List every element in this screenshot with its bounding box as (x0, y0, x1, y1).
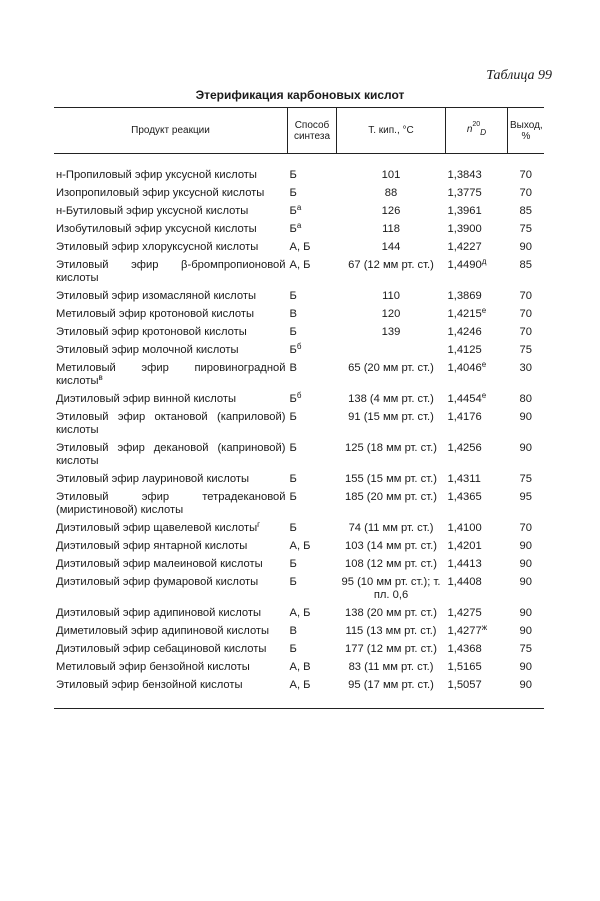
table-row (54, 360, 544, 391)
boiling-point-value: 103 (14 мм рт. ст.) (345, 540, 437, 552)
synthesis-method-value: Б (289, 522, 297, 534)
product-name-value: Этиловый эфир кротоновой кислоты (56, 326, 247, 338)
synthesis-method (288, 324, 337, 342)
yield-percent-value: 70 (519, 522, 532, 534)
yield-percent (508, 623, 545, 641)
product-name (54, 489, 288, 520)
refractive-index (446, 154, 508, 186)
boiling-point (337, 257, 446, 288)
synthesis-method (288, 440, 337, 471)
table-row (54, 623, 544, 641)
yield-percent-value: 70 (519, 169, 532, 181)
table-row (54, 391, 544, 409)
table-row (54, 520, 544, 538)
synthesis-method (288, 306, 337, 324)
refractive-index (446, 257, 508, 288)
product-name (54, 605, 288, 623)
synthesis-method (288, 409, 337, 440)
boiling-point (337, 185, 446, 203)
synthesis-method (288, 360, 337, 391)
product-name (54, 440, 288, 471)
product-name-value: Этиловый эфир молочной кислоты (56, 344, 239, 356)
synthesis-method (288, 605, 337, 623)
yield-percent-value: 70 (519, 187, 532, 199)
table-row (54, 677, 544, 709)
synthesis-method (288, 221, 337, 239)
synthesis-method-value: А, Б (289, 540, 311, 552)
boiling-point-value: 67 (12 мм рт. ст.) (348, 259, 434, 271)
synthesis-method (288, 203, 337, 221)
boiling-point (337, 324, 446, 342)
product-name (54, 360, 288, 391)
yield-percent (508, 659, 545, 677)
yield-percent-value: 90 (519, 241, 532, 253)
table-header-row (54, 108, 544, 154)
boiling-point (337, 440, 446, 471)
product-name (54, 324, 288, 342)
boiling-point-value: 138 (20 мм рт. ст.) (345, 607, 437, 619)
yield-percent (508, 288, 545, 306)
product-name (54, 288, 288, 306)
yield-percent-value: 90 (519, 661, 532, 673)
product-name-value: Этиловый эфир октановой (каприловой) кислоты (56, 411, 286, 436)
product-name (54, 677, 288, 709)
product-name (54, 154, 288, 186)
ri-symbol: n (466, 123, 473, 135)
yield-percent (508, 641, 545, 659)
refractive-index (446, 239, 508, 257)
synthesis-method (288, 471, 337, 489)
method-footnote: а (296, 221, 302, 230)
yield-percent-value: 85 (519, 205, 532, 217)
yield-percent (508, 538, 545, 556)
product-name-value: Этиловый эфир декановой (каприновой) кислоты (56, 442, 286, 467)
refractive-index-value: 1,4413 (447, 558, 482, 570)
synthesis-method-value: Б (289, 442, 297, 454)
product-name (54, 520, 288, 538)
synthesis-method-value: Б (289, 643, 297, 655)
boiling-point-value: 110 (382, 290, 400, 302)
product-name-value: Этиловый эфир бензойной кислоты (56, 679, 243, 691)
boiling-point (337, 154, 446, 186)
synthesis-method (288, 489, 337, 520)
boiling-point (337, 538, 446, 556)
boiling-point (337, 306, 446, 324)
refractive-index-value: 1,4490 (447, 259, 482, 271)
synthesis-method (288, 154, 337, 186)
header-product: Продукт реакции (54, 108, 288, 154)
boiling-point-value: 138 (4 мм рт. ст.) (348, 393, 434, 405)
table-row (54, 471, 544, 489)
refractive-index-value: 1,4046 (447, 362, 482, 374)
yield-percent-value: 75 (519, 344, 532, 356)
table-row (54, 342, 544, 360)
refractive-index (446, 623, 508, 641)
yield-percent (508, 556, 545, 574)
refractive-index (446, 221, 508, 239)
table-row (54, 641, 544, 659)
header-yield: Выход, % (508, 108, 545, 154)
refractive-index-value: 1,4365 (447, 491, 482, 503)
yield-percent-value: 75 (519, 643, 532, 655)
boiling-point (337, 659, 446, 677)
synthesis-method-value: Б (289, 473, 297, 485)
table-caption: Этерификация карбоновых кислот (195, 88, 405, 102)
refractive-index (446, 409, 508, 440)
table-body (54, 154, 544, 709)
boiling-point-value: 185 (20 мм рт. ст.) (345, 491, 437, 503)
boiling-point (337, 641, 446, 659)
refractive-index (446, 641, 508, 659)
refractive-index (446, 440, 508, 471)
product-name-value: н-Пропиловый эфир уксусной кислоты (56, 169, 257, 181)
boiling-point (337, 677, 446, 709)
yield-percent (508, 574, 545, 605)
boiling-point-value: 177 (12 мм рт. ст.) (345, 643, 437, 655)
ri-footnote: е (481, 306, 487, 315)
table-row (54, 605, 544, 623)
ri-footnote: е (481, 360, 487, 369)
yield-percent (508, 471, 545, 489)
yield-percent (508, 342, 545, 360)
ri-subscript: D (480, 126, 487, 137)
refractive-index-value: 1,4100 (447, 522, 482, 534)
yield-percent (508, 154, 545, 186)
refractive-index (446, 324, 508, 342)
refractive-index (446, 659, 508, 677)
synthesis-method (288, 520, 337, 538)
yield-percent-value: 70 (519, 326, 532, 338)
yield-percent-value: 95 (519, 491, 532, 503)
table-row (54, 221, 544, 239)
product-name-value: н-Бутиловый эфир уксусной кислоты (56, 205, 249, 217)
yield-percent (508, 324, 545, 342)
synthesis-method-value: Б (289, 411, 297, 423)
refractive-index-value: 1,4275 (447, 607, 482, 619)
refractive-index (446, 203, 508, 221)
boiling-point-value: 120 (381, 308, 401, 320)
boiling-point (337, 605, 446, 623)
method-footnote: б (296, 342, 302, 351)
refractive-index (446, 360, 508, 391)
boiling-point-value: 144 (381, 241, 401, 253)
synthesis-method (288, 538, 337, 556)
product-name (54, 641, 288, 659)
yield-percent-value: 90 (519, 607, 532, 619)
synthesis-method-value: А, В (289, 661, 311, 673)
refractive-index (446, 306, 508, 324)
synthesis-method (288, 185, 337, 203)
refractive-index-value: 1,4368 (447, 643, 482, 655)
boiling-point (337, 556, 446, 574)
synthesis-method-value: Б (289, 491, 297, 503)
refractive-index (446, 520, 508, 538)
refractive-index-value: 1,4408 (447, 576, 482, 588)
table-row (54, 306, 544, 324)
product-name (54, 185, 288, 203)
refractive-index (446, 677, 508, 709)
boiling-point-value: 125 (18 мм рт. ст.) (345, 442, 437, 454)
product-name-value: Этиловый эфир хлоруксусной кислоты (56, 241, 259, 253)
product-name (54, 659, 288, 677)
boiling-point (337, 623, 446, 641)
synthesis-method-value: А, Б (289, 259, 311, 271)
yield-percent (508, 239, 545, 257)
table-row (54, 288, 544, 306)
yield-percent-value: 90 (519, 540, 532, 552)
synthesis-method-value: А, Б (289, 607, 311, 619)
synthesis-method-value: Б (289, 326, 297, 338)
synthesis-method (288, 574, 337, 605)
table-row (54, 409, 544, 440)
synthesis-method-value: В (289, 625, 297, 637)
yield-percent (508, 306, 545, 324)
boiling-point-value: 95 (10 мм рт. ст.); т. пл. 0,6 (341, 576, 441, 601)
product-footnote: г (257, 520, 261, 529)
product-name-value: Диэтиловый эфир янтарной кислоты (56, 540, 248, 552)
product-name-value: Этиловый эфир тетрадекановой (миристиновой) кислоты (56, 491, 286, 516)
product-name-value: Изобутиловый эфир уксусной кислоты (56, 223, 257, 235)
synthesis-method (288, 641, 337, 659)
yield-percent-value: 75 (519, 473, 532, 485)
header-method: Способ синтеза (288, 108, 337, 154)
yield-percent (508, 203, 545, 221)
yield-percent (508, 257, 545, 288)
refractive-index-value: 1,5057 (447, 679, 482, 691)
boiling-point (337, 221, 446, 239)
boiling-point-value: 65 (20 мм рт. ст.) (348, 362, 434, 374)
boiling-point-value: 88 (384, 187, 398, 199)
table-row (54, 440, 544, 471)
header-boiling-point: Т. кип., °С (337, 108, 446, 154)
refractive-index-value: 1,4176 (447, 411, 482, 423)
boiling-point (337, 342, 446, 360)
table-number: Таблица 99 (486, 68, 552, 83)
yield-percent (508, 520, 545, 538)
synthesis-method (288, 677, 337, 709)
yield-percent (508, 185, 545, 203)
synthesis-method (288, 239, 337, 257)
boiling-point (337, 520, 446, 538)
refractive-index-value: 1,4246 (447, 326, 482, 338)
yield-percent-value: 70 (519, 290, 532, 302)
refractive-index (446, 574, 508, 605)
synthesis-method-value: В (289, 308, 297, 320)
yield-percent-value: 75 (519, 223, 532, 235)
product-name-value: Диметиловый эфир адипиновой кислоты (56, 625, 270, 637)
synthesis-method (288, 391, 337, 409)
table-row (54, 538, 544, 556)
synthesis-method (288, 257, 337, 288)
synthesis-method (288, 623, 337, 641)
refractive-index-value: 1,4201 (447, 540, 482, 552)
product-name (54, 203, 288, 221)
product-name-value: Диэтиловый эфир малеиновой кислоты (56, 558, 263, 570)
product-footnote: в (98, 373, 103, 382)
synthesis-method (288, 556, 337, 574)
boiling-point (337, 574, 446, 605)
yield-percent-value: 90 (519, 411, 532, 423)
boiling-point (337, 203, 446, 221)
synthesis-method-value: Б (289, 290, 297, 302)
yield-percent-value: 90 (519, 625, 532, 637)
synthesis-method (288, 342, 337, 360)
boiling-point (337, 409, 446, 440)
synthesis-method-value: Б (289, 576, 297, 588)
boiling-point-value: 155 (15 мм рт. ст.) (345, 473, 437, 485)
refractive-index-value: 1,4227 (447, 241, 482, 253)
product-name (54, 239, 288, 257)
synthesis-method-value: Б (289, 169, 297, 181)
boiling-point (337, 239, 446, 257)
refractive-index (446, 185, 508, 203)
boiling-point-value: 115 (13 мм рт. ст.) (345, 625, 437, 637)
yield-percent-value: 90 (519, 576, 532, 588)
refractive-index-value: 1,3900 (447, 223, 482, 235)
table-row (54, 489, 544, 520)
table-row (54, 239, 544, 257)
yield-percent-value: 80 (519, 393, 532, 405)
synthesis-method (288, 659, 337, 677)
boiling-point-value: 118 (382, 223, 400, 235)
refractive-index-value: 1,4311 (447, 473, 481, 485)
boiling-point (337, 471, 446, 489)
table-row (54, 154, 544, 186)
boiling-point-value: 91 (15 мм рт. ст.) (348, 411, 434, 423)
product-name-value: Диэтиловый эфир себациновой кислоты (56, 643, 267, 655)
product-name-value: Метиловый эфир бензойной кислоты (56, 661, 250, 673)
boiling-point (337, 489, 446, 520)
refractive-index-value: 1,5165 (447, 661, 482, 673)
boiling-point-value: 126 (381, 205, 401, 217)
synthesis-method-value: Б (289, 187, 297, 199)
refractive-index (446, 538, 508, 556)
ri-footnote: ж (481, 623, 488, 632)
product-name (54, 257, 288, 288)
ri-footnote: е (481, 391, 487, 400)
yield-percent-value: 90 (519, 679, 532, 691)
product-name-value: Метиловый эфир пировиноградной кислоты (56, 362, 286, 387)
product-name (54, 471, 288, 489)
esterification-table (54, 107, 544, 709)
refractive-index (446, 556, 508, 574)
table-row (54, 324, 544, 342)
refractive-index-value: 1,3775 (447, 187, 482, 199)
product-name-value: Диэтиловый эфир фумаровой кислоты (56, 576, 259, 588)
refractive-index (446, 288, 508, 306)
product-name-value: Этиловый эфир β-бромпропионовой кислоты (56, 259, 286, 284)
ri-temperature: 20 (472, 120, 481, 128)
table-row (54, 203, 544, 221)
boiling-point (337, 360, 446, 391)
product-name-value: Диэтиловый эфир щавелевой кислоты (56, 522, 258, 534)
refractive-index (446, 342, 508, 360)
refractive-index-value: 1,4215 (447, 308, 482, 320)
product-name (54, 342, 288, 360)
yield-percent (508, 440, 545, 471)
product-name-value: Диэтиловый эфир винной кислоты (56, 393, 237, 405)
synthesis-method-value: Б (289, 393, 297, 405)
product-name (54, 574, 288, 605)
table-row (54, 185, 544, 203)
synthesis-method (288, 288, 337, 306)
refractive-index-value: 1,4125 (447, 344, 482, 356)
refractive-index-value: 1,3869 (447, 290, 482, 302)
table-row (54, 257, 544, 288)
synthesis-method-value: Б (289, 558, 297, 570)
refractive-index-value: 1,3961 (447, 205, 482, 217)
synthesis-method-value: Б (289, 344, 297, 356)
refractive-index-value: 1,4256 (447, 442, 482, 454)
product-name-value: Изопропиловый эфир уксусной кислоты (56, 187, 265, 199)
yield-percent-value: 30 (519, 362, 532, 374)
table-row (54, 574, 544, 605)
yield-percent-value: 85 (519, 259, 532, 271)
yield-percent (508, 221, 545, 239)
ri-footnote: д (481, 257, 487, 266)
yield-percent (508, 677, 545, 709)
synthesis-method-value: В (289, 362, 297, 374)
yield-percent-value: 70 (519, 308, 532, 320)
boiling-point-value: 139 (381, 326, 401, 338)
yield-percent (508, 489, 545, 520)
synthesis-method-value: Б (289, 205, 297, 217)
method-footnote: а (296, 203, 302, 212)
boiling-point-value: 108 (12 мм рт. ст.) (345, 558, 437, 570)
product-name-value: Диэтиловый эфир адипиновой кислоты (56, 607, 262, 619)
boiling-point-value: 101 (381, 169, 401, 181)
boiling-point (337, 391, 446, 409)
product-name (54, 556, 288, 574)
boiling-point (337, 288, 446, 306)
product-name (54, 306, 288, 324)
boiling-point-value: 74 (11 мм рт. ст.) (348, 522, 434, 534)
yield-percent-value: 90 (519, 558, 532, 570)
product-name (54, 538, 288, 556)
yield-percent (508, 605, 545, 623)
boiling-point-value: 95 (17 мм рт. ст.) (348, 679, 434, 691)
synthesis-method-value: Б (289, 223, 297, 235)
product-name (54, 409, 288, 440)
refractive-index (446, 489, 508, 520)
refractive-index-value: 1,4454 (447, 393, 482, 405)
yield-percent (508, 360, 545, 391)
product-name-value: Этиловый эфир изомасляной кислоты (56, 290, 256, 302)
yield-percent-value: 90 (519, 442, 532, 454)
refractive-index (446, 605, 508, 623)
refractive-index-value: 1,3843 (447, 169, 482, 181)
table-row (54, 556, 544, 574)
product-name-value: Этиловый эфир лауриновой кислоты (56, 473, 250, 485)
product-name (54, 391, 288, 409)
product-name-value: Метиловый эфир кротоновой кислоты (56, 308, 255, 320)
refractive-index (446, 391, 508, 409)
header-refractive-index (446, 108, 508, 154)
table-row (54, 659, 544, 677)
synthesis-method-value: А, Б (289, 679, 311, 691)
yield-percent (508, 391, 545, 409)
product-name (54, 221, 288, 239)
yield-percent (508, 409, 545, 440)
refractive-index (446, 471, 508, 489)
boiling-point-value: 83 (11 мм рт. ст.) (348, 661, 434, 673)
product-name (54, 623, 288, 641)
refractive-index-value: 1,4277 (447, 625, 482, 637)
method-footnote: б (296, 391, 302, 400)
synthesis-method-value: А, Б (289, 241, 311, 253)
